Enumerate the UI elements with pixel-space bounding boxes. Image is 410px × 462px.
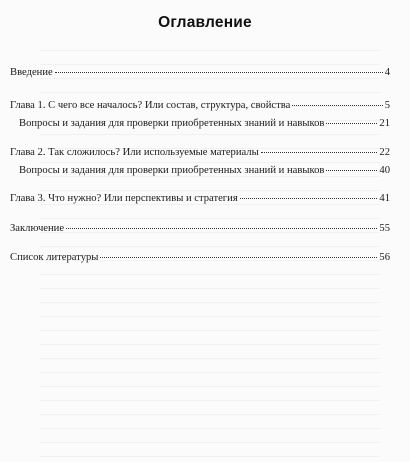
toc-entry-chapter-2-questions[interactable] (19, 164, 390, 177)
toc-entry-page: 41 (379, 193, 390, 204)
toc-entry-page: 56 (379, 252, 390, 263)
toc-entry-conclusion[interactable] (10, 222, 390, 235)
toc-entry-page: 40 (379, 165, 390, 176)
toc-entry-chapter-1[interactable] (10, 99, 390, 112)
toc-entry-label: Глава 2. Так сложилось? Или используемые материалы (10, 147, 259, 158)
page-title: Оглавление (158, 14, 252, 31)
toc-entry-page: 4 (384, 67, 390, 78)
toc-entry-chapter-1-questions[interactable] (19, 117, 390, 130)
toc-leader-dots (240, 198, 378, 199)
toc-leader-dots (55, 72, 383, 73)
toc-leader-dots (100, 257, 377, 258)
toc-entry-page: 21 (379, 118, 390, 129)
toc-entry-label: Глава 3. Что нужно? Или перспективы и стратегия (10, 193, 238, 204)
toc-entry-page: 55 (379, 223, 390, 234)
toc-leader-dots (292, 105, 382, 106)
toc-leader-dots (261, 152, 378, 153)
toc-leader-dots (326, 170, 377, 171)
toc-entry-introduction[interactable] (10, 66, 390, 79)
toc-entry-page: 5 (384, 100, 390, 111)
toc-entry-references[interactable] (10, 251, 390, 264)
toc-entry-chapter-2[interactable] (10, 146, 390, 159)
toc-entry-chapter-3[interactable] (10, 192, 390, 205)
toc-entry-label: Вопросы и задания для проверки приобретенных знаний и навыков (19, 118, 325, 129)
toc-entry-label: Список литературы (10, 252, 99, 263)
toc-leader-dots (66, 228, 377, 229)
toc-leader-dots (326, 123, 377, 124)
toc-entry-page: 22 (379, 147, 390, 158)
toc-entry-label: Вопросы и задания для проверки приобретенных знаний и навыков (19, 165, 325, 176)
toc-entry-label: Глава 1. С чего все началось? Или состав, структура, свойства (10, 100, 291, 111)
toc-entry-label: Заключение (10, 223, 65, 234)
toc-entry-label: Введение (10, 67, 53, 78)
